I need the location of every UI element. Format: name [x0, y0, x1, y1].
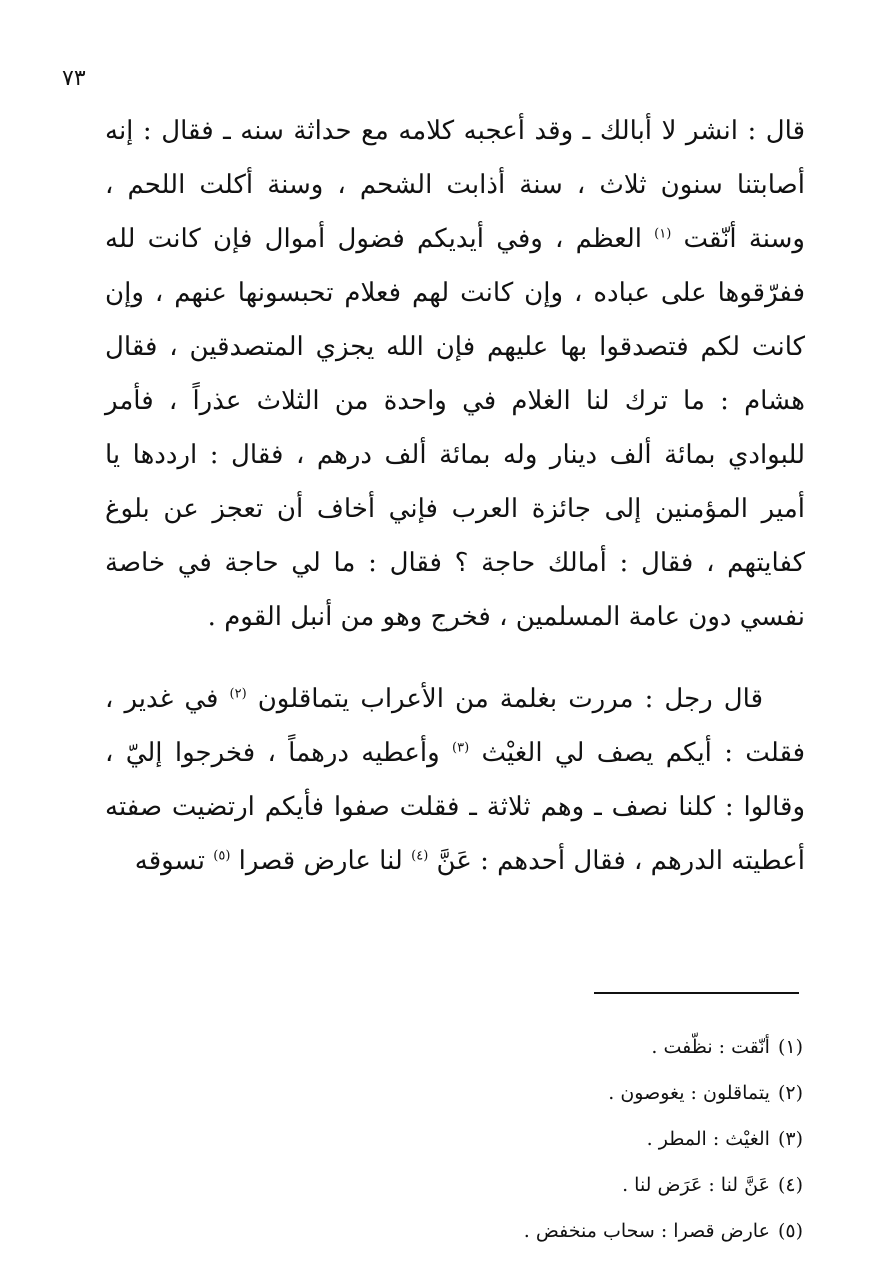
footnote-number: (٤): [777, 1174, 803, 1196]
footnotes-list: [303, 1024, 803, 1254]
footnote-marker-1: (١): [654, 226, 672, 242]
footnote-marker-3: (٣): [452, 740, 470, 756]
footnote-marker-4: (٤): [411, 848, 429, 864]
paragraph-2-segment-5: تسوقه: [134, 846, 205, 876]
footnote-marker-5: (٥): [213, 848, 231, 864]
footnote-number: (٥): [777, 1220, 803, 1242]
paragraph-2-segment-1: قال رجل : مررت بغلمة من الأعراب يتماقلون: [257, 684, 764, 714]
footnote-1: [303, 1024, 803, 1070]
footnote-2: [303, 1070, 803, 1116]
footnote-number: (٣): [777, 1128, 803, 1150]
paragraph-1: [105, 104, 805, 644]
footnote-text: الغيْث : المطر .: [646, 1128, 770, 1150]
footnote-text: يتماقلون : يغوصون .: [608, 1082, 770, 1104]
footnote-marker-2: (٢): [229, 686, 247, 702]
paragraph-1-segment-1: قال : انشر لا أبالك ـ وقد أعجبه كلامه مع حداثة سنه ـ فقال : إنه أصابتنا سنون ثلاث ، سنة أذابت الشحم ، وسنة أكلت اللحم ، وسنة أنّقت: [105, 116, 805, 254]
footnote-separator: [594, 992, 799, 994]
footnote-5: [303, 1208, 803, 1254]
paragraph-2: [105, 672, 805, 888]
footnote-4: [303, 1162, 803, 1208]
paragraph-2-segment-4: لنا عارض قصرا: [238, 846, 403, 876]
paragraph-1-segment-2: العظم ، وفي أيديكم فضول أموال فإن كانت لله ففرّقوها على عباده ، وإن كانت لهم فعلام تحبسونها عنهم ، وإن كانت لكم فتصدقوا بها عليهم فإن الله يجزي المتصدقين ، فقال هشام : ما ترك لنا الغلام في واحدة من الثلاث عذراً ، فأمر للبوادي بمائة ألف دينار وله بمائة ألف درهم ، فقال : ارددها يا أمير المؤمنين إلى جائزة العرب فإني أخاف أن تعجز عن بلوغ كفايتهم ، فقال : أمالك حاجة ؟ فقال : ما لي حاجة في خاصة نفسي دون عامة المسلمين ، فخرج وهو من أنبل القوم .: [105, 224, 805, 632]
footnote-text: أنّقت : نظّفت .: [651, 1036, 770, 1058]
footnote-text: عَنَّ لنا : عَرَض لنا .: [622, 1174, 770, 1196]
footnote-text: عارض قصرا : سحاب منخفض .: [523, 1220, 770, 1242]
page-number: ٧٣: [62, 66, 86, 91]
footnote-number: (٢): [777, 1082, 803, 1104]
paragraph-2-segment-3: وأعطيه درهماً ، فخرجوا إليّ ، وقالوا : كلنا نصف ـ وهم ثلاثة ـ فقلت صفوا فأيكم ارتضيت صفته أعطيته الدرهم ، فقال أحدهم : عَنَّ: [105, 738, 805, 876]
footnote-number: (١): [777, 1036, 803, 1058]
footnote-3: [303, 1116, 803, 1162]
paragraph-2-segment-2: في غدير ، فقلت : أيكم يصف لي الغيْث: [105, 684, 806, 768]
